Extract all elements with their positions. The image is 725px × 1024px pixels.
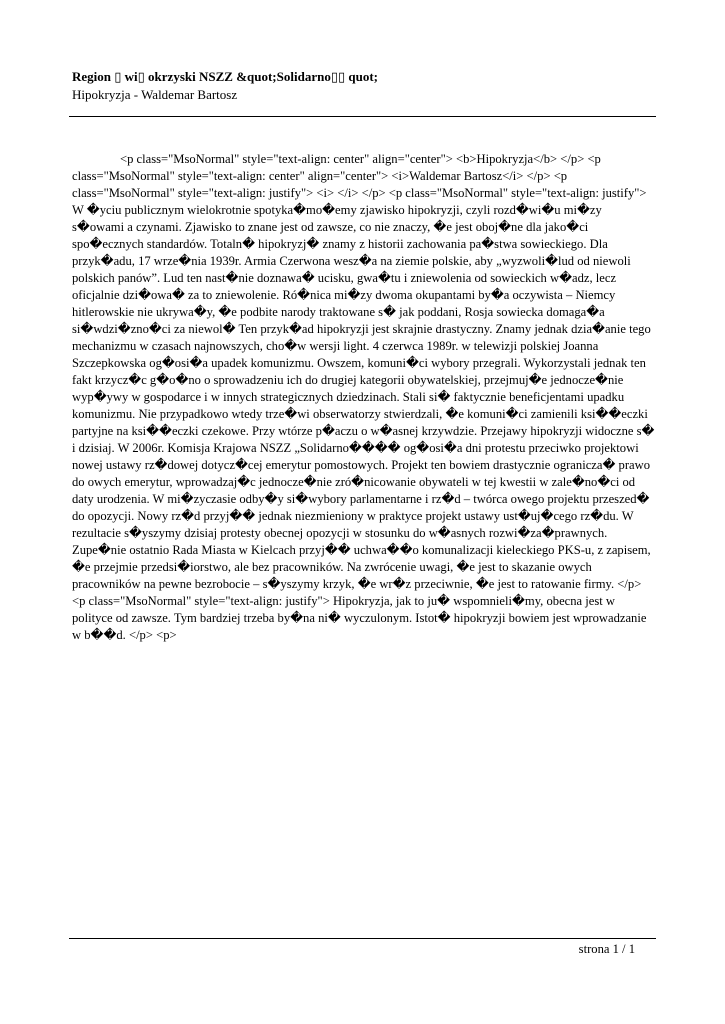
article-body-text: <p class="MsoNormal" style="text-align: center" align="center"> <b>Hipokryzja</b> </p> <p class="MsoNormal" style="text-align: center" align="center"> <i>Waldemar Bartosz</i> </p> <p class="MsoNormal" style="text-align: justify"> <i> </i> </p> <p class="MsoNormal" style="text-align: justify"> W �yciu publicznym wielokrotnie spotyka�mo�emy zjawisko hipokryzji, czyli rozd�wi�u mi�zy s�owami a czynami. Zjawisko to znane jest od zawsze, co nie znaczy, �e jest oboj�ne dla jako�ci spo�ecznych standardów. Totaln� hipokryzj� znamy z historii zachowania pa�stwa sowieckiego. Dla przyk�adu, 17 wrze�nia 1939r. Armia Czerwona wesz�a na ziemie polskie, aby „wyzwoli�lud od niewoli polskich panów”. Lud ten nast�nie doznawa� ucisku, gwa�tu i zniewolenia od sowieckich w�adz, lecz oficjalnie dzi�owa� za to zniewolenie. Ró�nica mi�zy dwoma okupantami by�a oczywista – Niemcy hitlerowskie nie ukrywa�y, �e podbite narody traktowane s� jak poddani, Rosja sowiecka domaga�a si�wdzi�zno�ci za niewol� Ten przyk�ad hipokryzji jest skrajnie drastyczny. Znamy jednak dzia�anie tego mechanizmu w czasach najnowszych, cho�w wersji light. 4 czerwca 1989r. w telewizji polskiej Joanna Szczepkowska og�osi�a upadek komunizmu. Owszem, komuni�ci wybory przegrali. Wykorzystali jednak ten fakt krzycz�c g�o�no o sprowadzeniu ich do drugiej kategorii obywatelskiej, przejmuj�e jednocze�nie wyp�ywy w gospodarce i w innych strategicznych dziedzinach. Stali si� faktycznie beneficjentami upadku komunizmu. Nie przypadkowo wtedy trze�wi obserwatorzy stwierdzali, �e komuni�ci zamienili ksi��eczki partyjne na ksi��eczki czekowe. Przy wtórze p�aczu o w�asnej krzywdzie. Przejawy hipokryzji widoczne s� i dzisiaj. W 2006r. Komisja Krajowa NSZZ „Solidarno���� og�osi�a dni protestu przeciwko projektowi nowej ustawy rz�dowej dotycz�cej emerytur pomostowych. Projekt ten bowiem drastycznie ogranicza� prawo do owych emerytur, wprowadzaj�c jednocze�nie zró�nicowanie obywateli w tej kwestii w zale�no�ci od daty urodzenia. W mi�zyczasie odby�y si�wybory parlamentarne i rz�d – twórca owego projektu przeszed� do opozycji. Nowy rz�d przyj�� jednak niezmieniony w praktyce projekt ustawy ust�uj�cego rz�du. W rezultacie s�yszymy dzisiaj protesty obecnej opozycji w stosunku do w�asnych rozwi�za�prawnych. Zupe�nie ostatnio Rada Miasta w Kielcach przyj�� uchwa��o komunalizacji kieleckiego PKS-u, z zapisem, �e przejmie przedsi�iorstwo, ale bez pracowników. Na zwrócenie uwagi, �e jest to skazanie owych pracowników na pewne bezrobocie – s�yszymy krzyk, �e wr�z przeciwnie, �e jest to ratowanie firmy. </p> <p class="MsoNormal" style="text-align: justify"> Hipokryzja, jak to ju� wspomnieli�my, obecna jest w polityce od zawsze. Tym bardziej trzeba by�na ni� wyczulonym. Istot� hipokryzji bowiem jest wprowadzanie w b��d. </p> <p>: [72, 152, 655, 642]
document-title: Region ▯ wi▯ okrzyski NSZZ &quot;Solidarno▯▯ quot;: [72, 69, 378, 84]
header-divider: [69, 116, 656, 117]
page-number: strona 1 / 1: [578, 942, 635, 956]
document-subtitle: Hipokryzja - Waldemar Bartosz: [72, 87, 238, 102]
document-header: [72, 69, 652, 103]
footer-divider: [69, 938, 656, 939]
article-body: [72, 151, 656, 644]
